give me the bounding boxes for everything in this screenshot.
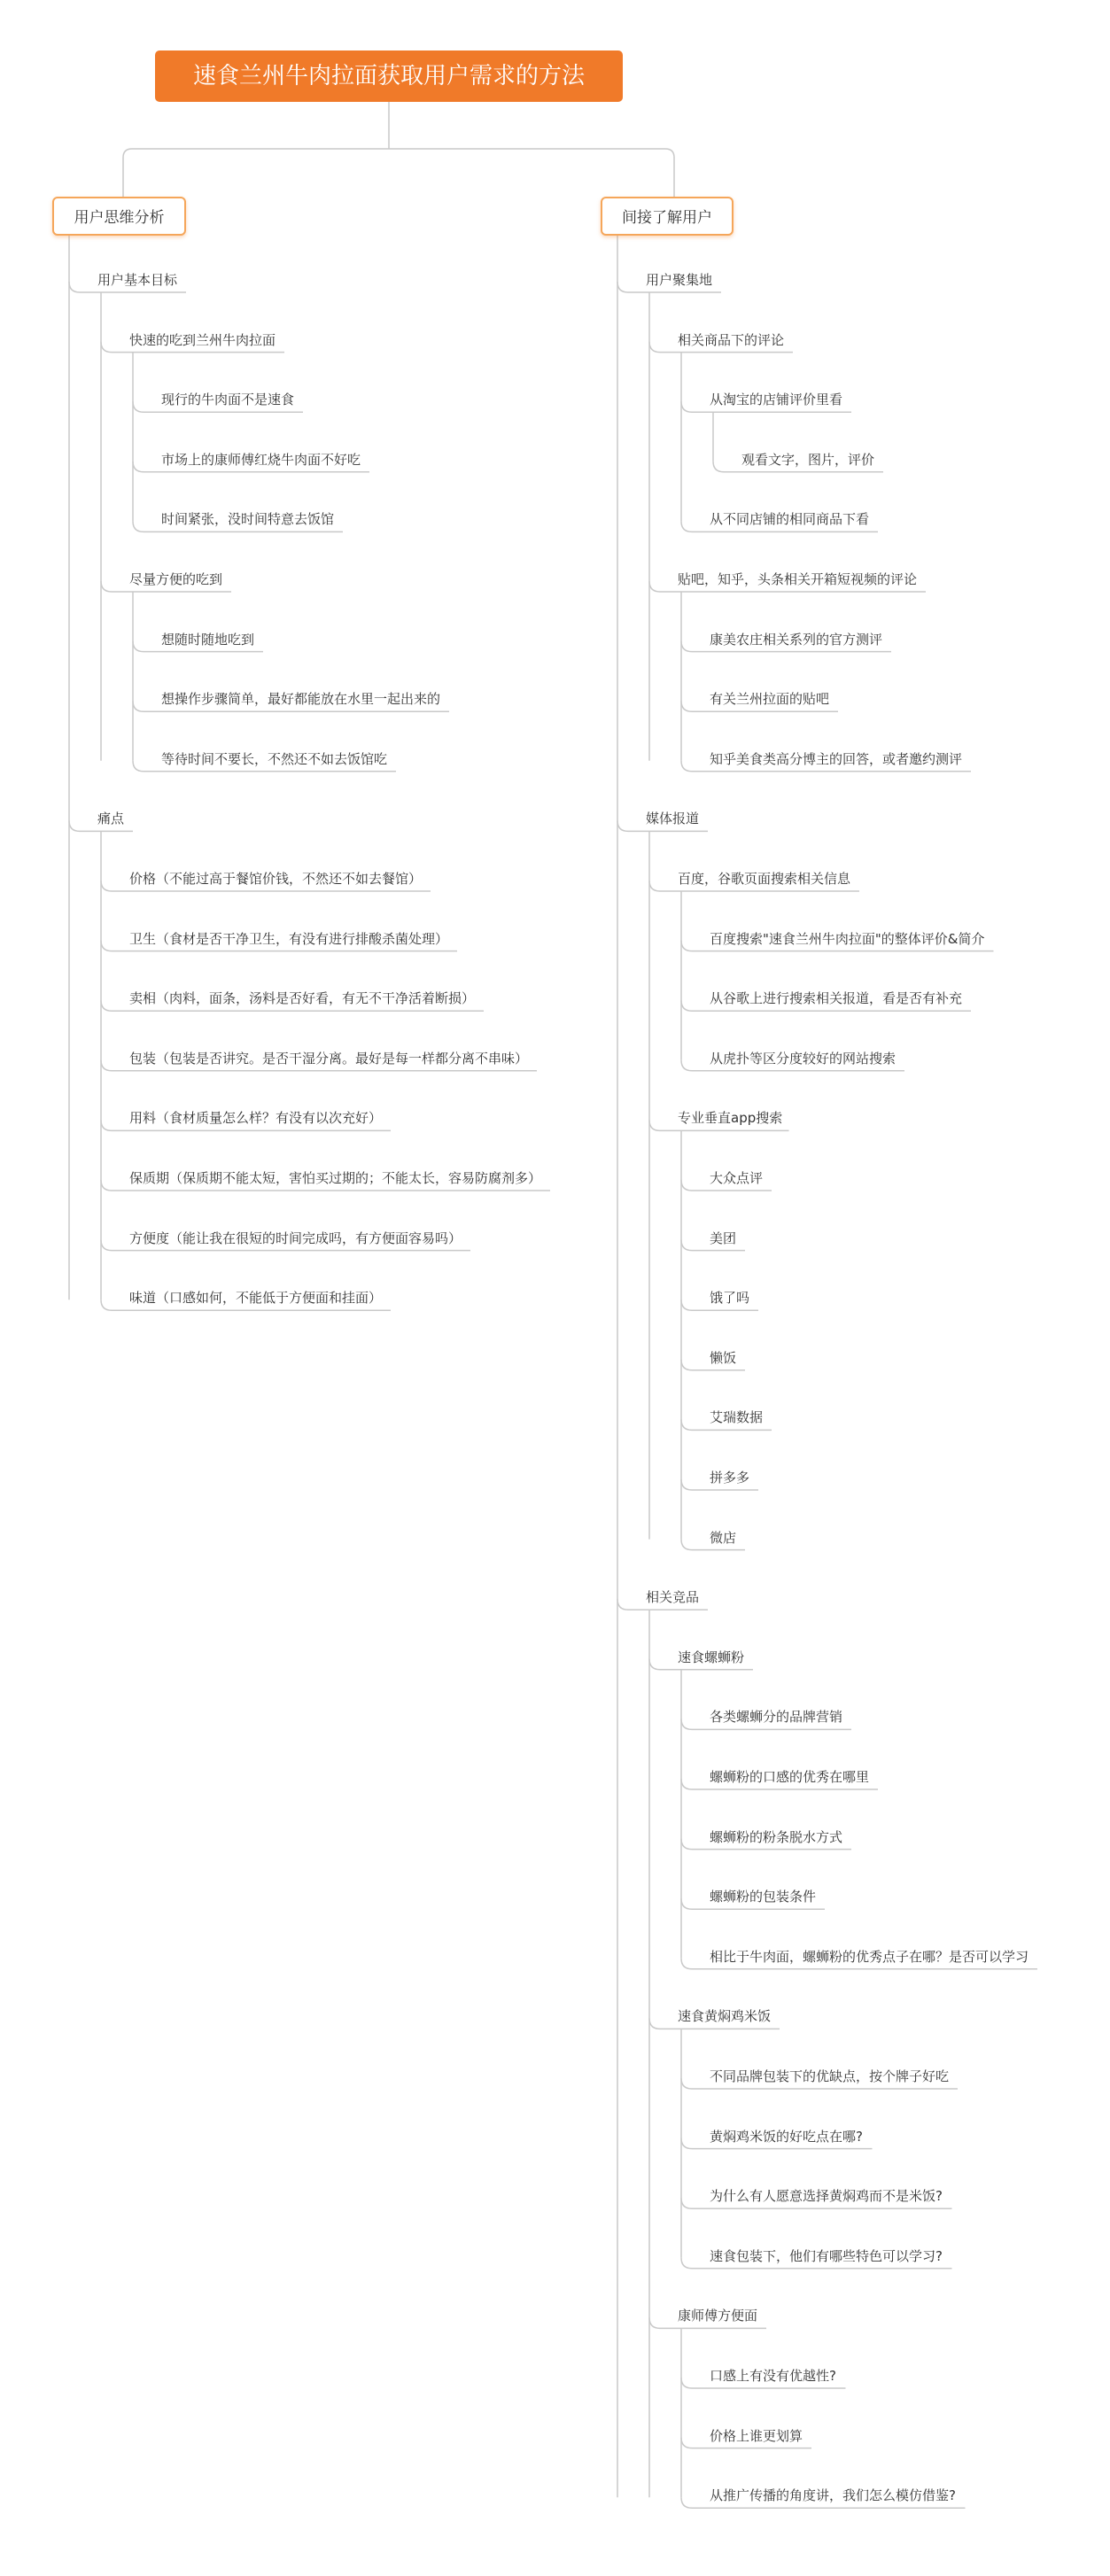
topic-node[interactable]: 相关竞品 [646, 1589, 700, 1606]
leaf-node[interactable]: 艾瑞数据 [710, 1409, 764, 1426]
topic-node[interactable]: 专业垂直app搜索 [678, 1110, 783, 1127]
topic-node[interactable]: 相关商品下的评论 [678, 331, 785, 348]
branch-topic[interactable]: 用户思维分析 [52, 197, 186, 236]
leaf-node[interactable]: 螺蛳粉的口感的优秀在哪里 [710, 1769, 870, 1785]
leaf-node[interactable]: 价格上谁更划算 [710, 2427, 803, 2444]
leaf-node[interactable]: 拼多多 [710, 1470, 750, 1486]
leaf-node[interactable]: 速食包装下，他们有哪些特色可以学习? [710, 2247, 943, 2264]
leaf-node[interactable]: 等待时间不要长，不然还不如去饭馆吃 [161, 750, 388, 767]
leaf-node[interactable]: 各类螺蛳分的品牌营销 [710, 1709, 843, 1726]
leaf-node[interactable]: 微店 [710, 1529, 737, 1546]
connector [123, 149, 674, 197]
leaf-node[interactable]: 懒饭 [710, 1349, 737, 1366]
leaf-node[interactable]: 螺蛳粉的包装条件 [710, 1889, 817, 1905]
topic-node[interactable]: 痛点 [97, 811, 125, 827]
leaf-node[interactable]: 市场上的康师傅红烧牛肉面不好吃 [161, 451, 361, 468]
leaf-node[interactable]: 相比于牛肉面，螺蛳粉的优秀点子在哪？是否可以学习 [710, 1948, 1029, 1965]
leaf-node[interactable]: 想操作步骤简单，最好都能放在水里一起出来的 [161, 691, 441, 708]
leaf-node[interactable]: 黄焖鸡米饭的好吃点在哪? [710, 2128, 863, 2145]
topic-node[interactable]: 速食螺蛳粉 [678, 1649, 745, 1665]
leaf-node[interactable]: 想随时随地吃到 [161, 631, 255, 648]
topic-node[interactable]: 速食黄焖鸡米饭 [678, 2008, 772, 2025]
topic-node[interactable]: 快速的吃到兰州牛肉拉面 [129, 331, 276, 348]
leaf-node[interactable]: 百度搜索"速食兰州牛肉拉面"的整体评价&简介 [710, 930, 985, 947]
leaf-node[interactable]: 康美农庄相关系列的官方测评 [710, 631, 883, 648]
topic-node[interactable]: 康师傅方便面 [678, 2308, 758, 2324]
leaf-node[interactable]: 从推广传播的角度讲，我们怎么模仿借鉴? [710, 2487, 956, 2504]
leaf-node[interactable]: 观看文字，图片，评价 [741, 451, 875, 468]
leaf-node[interactable]: 卫生（食材是否干净卫生，有没有进行排酸杀菌处理） [129, 930, 449, 947]
leaf-node[interactable]: 口感上有没有优越性? [710, 2368, 836, 2384]
leaf-node[interactable]: 时间紧张，没时间特意去饭馆 [161, 511, 335, 528]
topic-node[interactable]: 百度，谷歌页面搜索相关信息 [678, 871, 851, 887]
branch-topic[interactable]: 间接了解用户 [601, 197, 734, 236]
leaf-node[interactable]: 价格（不能过高于餐馆价钱，不然还不如去餐馆） [129, 871, 423, 887]
leaf-node[interactable]: 从虎扑等区分度较好的网站搜索 [710, 1050, 897, 1067]
topic-node[interactable]: 从淘宝的店铺评价里看 [710, 392, 843, 408]
topic-node[interactable]: 用户基本目标 [97, 272, 178, 288]
leaf-node[interactable]: 保质期（保质期不能太短，害怕买过期的；不能太长，容易防腐剂多） [129, 1170, 542, 1186]
leaf-node[interactable]: 味道（口感如何，不能低于方便面和挂面） [129, 1290, 383, 1307]
leaf-node[interactable]: 美团 [710, 1230, 737, 1246]
topic-node[interactable]: 尽量方便的吃到 [129, 571, 223, 587]
topic-node[interactable]: 媒体报道 [646, 811, 700, 827]
topic-node[interactable]: 贴吧，知乎，头条相关开箱短视频的评论 [678, 571, 918, 587]
leaf-node[interactable]: 饿了吗 [710, 1290, 750, 1307]
leaf-node[interactable]: 知乎美食类高分博主的回答，或者邀约测评 [710, 750, 963, 767]
leaf-node[interactable]: 大众点评 [710, 1170, 764, 1186]
leaf-node[interactable]: 方便度（能让我在很短的时间完成吗，有方便面容易吗） [129, 1230, 462, 1246]
leaf-node[interactable]: 螺蛳粉的粉条脱水方式 [710, 1828, 843, 1845]
leaf-node[interactable]: 从不同店铺的相同商品下看 [710, 511, 870, 528]
topic-node[interactable]: 用户聚集地 [646, 272, 713, 288]
leaf-node[interactable]: 不同品牌包装下的优缺点，按个牌子好吃 [710, 2068, 950, 2084]
leaf-node[interactable]: 用料（食材质量怎么样？有没有以次充好） [129, 1110, 383, 1127]
leaf-node[interactable]: 现行的牛肉面不是速食 [161, 392, 295, 408]
leaf-node[interactable]: 有关兰州拉面的贴吧 [710, 691, 830, 708]
leaf-node[interactable]: 包装（包装是否讲究。是否干湿分离。最好是每一样都分离不串味） [129, 1050, 529, 1067]
leaf-node[interactable]: 为什么有人愿意选择黄焖鸡而不是米饭? [710, 2188, 943, 2205]
root-topic[interactable]: 速食兰州牛肉拉面获取用户需求的方法 [155, 50, 623, 102]
leaf-node[interactable]: 从谷歌上进行搜索相关报道，看是否有补充 [710, 990, 963, 1007]
leaf-node[interactable]: 卖相（肉料，面条，汤料是否好看，有无不干净活着断损） [129, 990, 476, 1007]
